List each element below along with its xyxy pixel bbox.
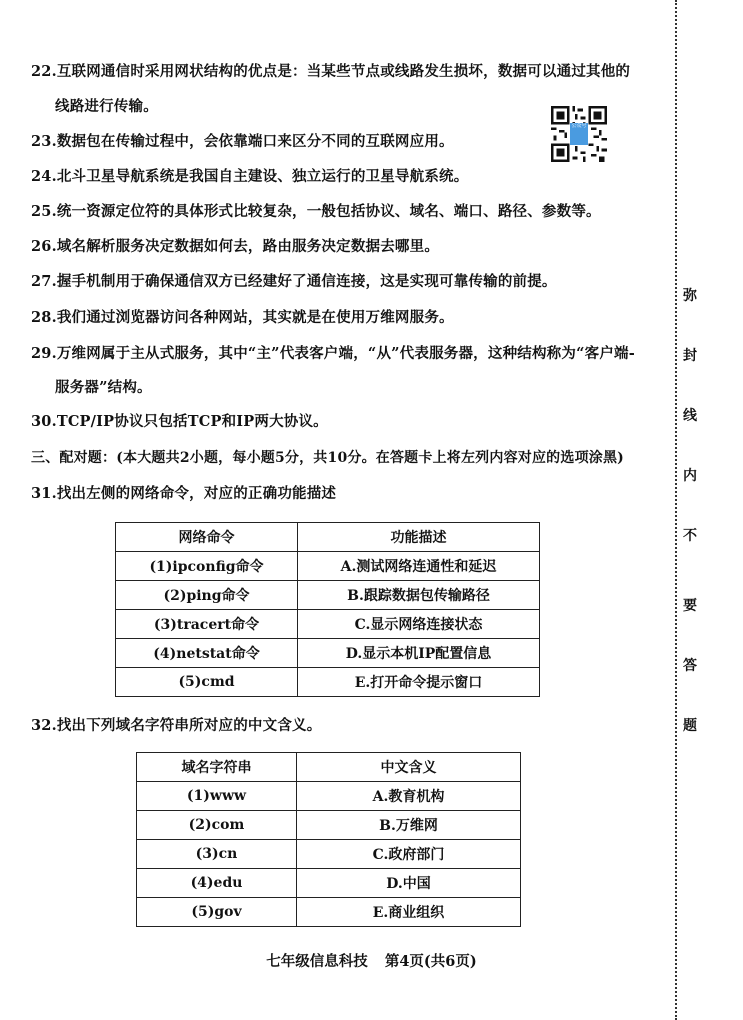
q32-cell-left: (3)cn xyxy=(137,840,297,869)
statement-29: 29.万维网属于主从式服务，其中“主”代表客户端，“从”代表服务器，这种结构称为“客户端- xyxy=(31,345,635,362)
statement-30: 30.TCP/IP协议只包括TCP和IP两大协议。 xyxy=(31,413,328,430)
seal-char: 题 xyxy=(683,718,697,734)
seal-char: 线 xyxy=(683,408,697,424)
table-row xyxy=(137,811,521,840)
qr-badge: 公众号 xyxy=(570,123,588,145)
statement-23: 23.数据包在传输过程中，会依靠端口来区分不同的互联网应用。 xyxy=(31,133,454,150)
q32-prompt: 32.找出下列域名字符串所对应的中文含义。 xyxy=(31,717,322,734)
statement-22-cont: 线路进行传输。 xyxy=(55,98,158,115)
q31-prompt: 31.找出左侧的网络命令，对应的正确功能描述 xyxy=(31,485,337,502)
statement-28: 28.我们通过浏览器访问各种网站，其实就是在使用万维网服务。 xyxy=(31,309,454,326)
table-row xyxy=(116,581,540,610)
q31-cell-right: B.跟踪数据包传输路径 xyxy=(298,581,540,610)
q32-cell-right: B.万维网 xyxy=(297,811,521,840)
q32-cell-left: (5)gov xyxy=(137,898,297,927)
seal-char: 弥 xyxy=(683,288,697,304)
q31-table xyxy=(115,522,540,697)
q32-cell-left: (4)edu xyxy=(137,869,297,898)
statement-25: 25.统一资源定位符的具体形式比较复杂，一般包括协议、域名、端口、路径、参数等。 xyxy=(31,203,601,220)
page-footer xyxy=(0,950,743,971)
q31-cell-right: C.显示网络连接状态 xyxy=(298,610,540,639)
statement-29-cont: 服务器”结构。 xyxy=(55,379,152,396)
table-row xyxy=(116,639,540,668)
q31-header-command: 网络命令 xyxy=(116,523,298,552)
statement-22: 22.互联网通信时采用网状结构的优点是：当某些节点或线路发生损坏，数据可以通过其他的 xyxy=(31,63,631,80)
q32-header-domain: 域名字符串 xyxy=(137,753,297,782)
q32-table xyxy=(136,752,521,927)
table-header-row xyxy=(116,523,540,552)
q32-header-meaning: 中文含义 xyxy=(297,753,521,782)
section-3-title: 三、配对题：(本大题共2小题，每小题5分，共10分。在答题卡上将左列内容对应的选项涂黑) xyxy=(31,450,625,466)
table-row xyxy=(137,869,521,898)
footer-subject: 七年级信息科技 xyxy=(266,953,368,970)
q32-cell-left: (2)com xyxy=(137,811,297,840)
statement-27: 27.握手机制用于确保通信双方已经建好了通信连接，这是实现可靠传输的前提。 xyxy=(31,273,557,290)
q31-cell-left: (4)netstat命令 xyxy=(116,639,298,668)
seal-char: 不 xyxy=(683,528,697,544)
q31-cell-left: (3)tracert命令 xyxy=(116,610,298,639)
table-row xyxy=(116,610,540,639)
seal-char: 封 xyxy=(683,348,697,364)
seal-char: 内 xyxy=(683,468,697,484)
q32-cell-right: C.政府部门 xyxy=(297,840,521,869)
q31-cell-left: (1)ipconfig命令 xyxy=(116,552,298,581)
table-row xyxy=(137,898,521,927)
table-row xyxy=(137,840,521,869)
q32-cell-left: (1)www xyxy=(137,782,297,811)
q31-cell-right: E.打开命令提示窗口 xyxy=(298,668,540,697)
q31-cell-right: A.测试网络连通性和延迟 xyxy=(298,552,540,581)
q31-cell-right: D.显示本机IP配置信息 xyxy=(298,639,540,668)
table-row xyxy=(116,552,540,581)
statement-26: 26.域名解析服务决定数据如何去，路由服务决定数据去哪里。 xyxy=(31,238,440,255)
q32-cell-right: D.中国 xyxy=(297,869,521,898)
table-row xyxy=(116,668,540,697)
binding-line xyxy=(675,0,677,1020)
seal-char: 要 xyxy=(683,598,697,614)
statement-24: 24.北斗卫星导航系统是我国自主建设、独立运行的卫星导航系统。 xyxy=(31,168,469,185)
footer-page-number: 第4页(共6页) xyxy=(384,953,477,970)
seal-char: 答 xyxy=(683,658,697,674)
table-row xyxy=(137,782,521,811)
table-header-row xyxy=(137,753,521,782)
q31-header-function: 功能描述 xyxy=(298,523,540,552)
q32-cell-right: E.商业组织 xyxy=(297,898,521,927)
q31-cell-left: (5)cmd xyxy=(116,668,298,697)
q32-cell-right: A.教育机构 xyxy=(297,782,521,811)
q31-cell-left: (2)ping命令 xyxy=(116,581,298,610)
